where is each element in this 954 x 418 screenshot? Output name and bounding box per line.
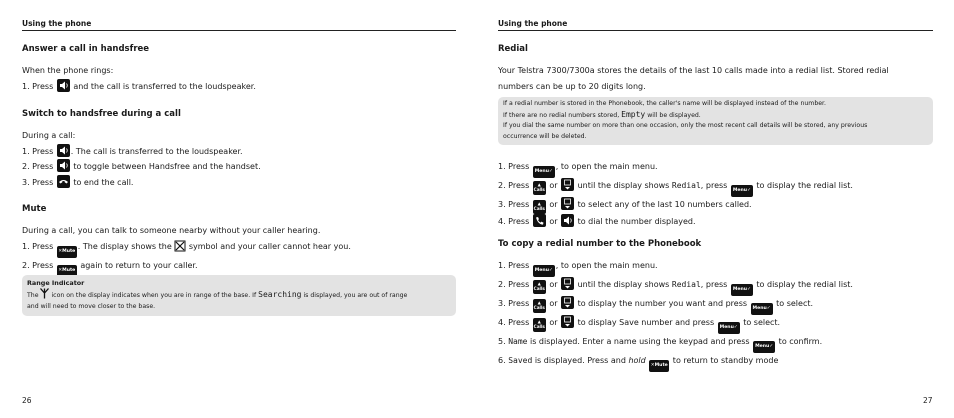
range-indicator-note	[22, 275, 456, 316]
calls-up-key-icon: ▲ Calls	[533, 200, 546, 214]
step: 2. Press ✕Mute again to return to your caller.	[22, 258, 456, 277]
paragraph-line: numbers can be up to 20 digits long.	[498, 81, 646, 91]
calls-up-key-icon: ▲ Calls	[533, 318, 546, 332]
menu-key-icon: Menu✓	[753, 341, 775, 353]
speaker-key-icon	[57, 159, 70, 172]
switch-section	[22, 109, 456, 190]
step: 5. Name is displayed. Enter a name using the keypad and press Menu✓ to confirm.	[498, 334, 933, 353]
redial-steps	[498, 159, 933, 230]
header-rule	[22, 30, 456, 31]
menu-key-icon: Menu✓	[533, 166, 555, 178]
note-text: If you dial the same number on more than one occasion, only the most recent call details will be stored, any previous	[503, 122, 868, 129]
note-text: If a redial number is stored in the Phonebook, the caller's name will be displayed instead of the number.	[503, 100, 826, 107]
step: 3. Press ▲ Calls or to select any of the last 10 numbers called.	[498, 197, 933, 214]
header-rule	[498, 30, 933, 31]
step: 1. Press . The call is transferred to the loudspeaker.	[22, 144, 456, 160]
calls-up-key-icon: ▲ Calls	[533, 280, 546, 294]
step: 4. Press or to dial the number displayed.	[498, 214, 933, 230]
step: 2. Press to toggle between Handsfree and the handset.	[22, 159, 456, 175]
section-title: Answer a call in handsfree	[22, 44, 150, 54]
section-title: Mute	[22, 204, 47, 214]
intro-text: During a call:	[22, 131, 76, 140]
mute-section	[22, 204, 456, 277]
speaker-key-icon	[561, 214, 574, 227]
talk-key-icon	[533, 214, 546, 227]
phonebook-down-key-icon	[561, 315, 574, 328]
step: 6. Saved is displayed. Press and hold ✕Mute to return to standby mode	[498, 353, 933, 372]
phonebook-down-key-icon	[561, 178, 574, 191]
mute-symbol-icon	[174, 240, 186, 252]
page-number: 26	[22, 396, 32, 405]
mute-key-icon: ✕Mute	[57, 265, 77, 277]
speaker-key-icon	[57, 79, 70, 92]
note-text: and will need to move closer to the base.	[27, 302, 156, 310]
calls-up-key-icon: ▲ Calls	[533, 299, 546, 313]
copy-section	[498, 239, 933, 372]
note-text: occurrence will be deleted.	[503, 132, 587, 140]
note-text: If there are no redial numbers stored, Empty will be displayed.	[503, 109, 701, 119]
section-title: To copy a redial number to the Phonebook	[498, 239, 702, 249]
step: 2. Press ▲ Calls or until the display shows Redial, press Menu✓ to display the redial list.	[498, 178, 933, 197]
speaker-key-icon	[57, 144, 70, 157]
page-number: 27	[923, 396, 933, 405]
redial-section	[498, 44, 933, 94]
intro-text: During a call, you can talk to someone nearby without your caller hearing.	[22, 226, 321, 235]
right-page	[477, 0, 954, 418]
phonebook-down-key-icon	[561, 277, 574, 290]
phonebook-down-key-icon	[561, 197, 574, 210]
menu-key-icon: Menu✓	[718, 322, 740, 334]
step: 3. Press to end the call.	[22, 175, 456, 191]
section-title: Redial	[498, 44, 528, 54]
step: 1. Press Menu✓, to open the main menu.	[498, 159, 933, 178]
answer-section	[22, 44, 456, 94]
paragraph-line: Your Telstra 7300/7300a stores the details of the last 10 calls made into a redial list. Stored redial	[498, 66, 889, 75]
step: 1. Press ✕Mute. The display shows the symbol and your caller cannot hear you.	[22, 239, 456, 258]
phonebook-down-key-icon	[561, 296, 574, 309]
menu-key-icon: Menu✓	[731, 185, 753, 197]
step: 4. Press ▲ Calls or to display Save number and press Menu✓ to select.	[498, 315, 933, 334]
end-call-key-icon	[57, 175, 70, 188]
page-header: Using the phone	[498, 19, 568, 28]
menu-key-icon: Menu✓	[751, 303, 773, 315]
redial-note	[498, 97, 933, 145]
note-text: The icon on the display indicates when you are in range of the base. If Searching is displayed, you are out of range	[27, 290, 408, 299]
page-header: Using the phone	[22, 19, 92, 28]
step: 2. Press ▲ Calls or until the display shows Redial, press Menu✓ to display the redial list.	[498, 277, 933, 296]
menu-key-icon: Menu✓	[533, 265, 555, 277]
note-title: Range Indicator	[27, 279, 85, 287]
intro-text: When the phone rings:	[22, 66, 114, 75]
menu-key-icon: Menu✓	[731, 284, 753, 296]
step: 1. Press and the call is transferred to the loudspeaker.	[22, 79, 456, 95]
step: 1. Press Menu✓, to open the main menu.	[498, 258, 933, 277]
step: 3. Press ▲ Calls or to display the number you want and press Menu✓ to select.	[498, 296, 933, 315]
mute-key-icon: ✕Mute	[649, 360, 669, 372]
calls-up-key-icon: ▲ Calls	[533, 181, 546, 195]
mute-key-icon: ✕Mute	[57, 246, 77, 258]
section-title: Switch to handsfree during a call	[22, 109, 181, 119]
